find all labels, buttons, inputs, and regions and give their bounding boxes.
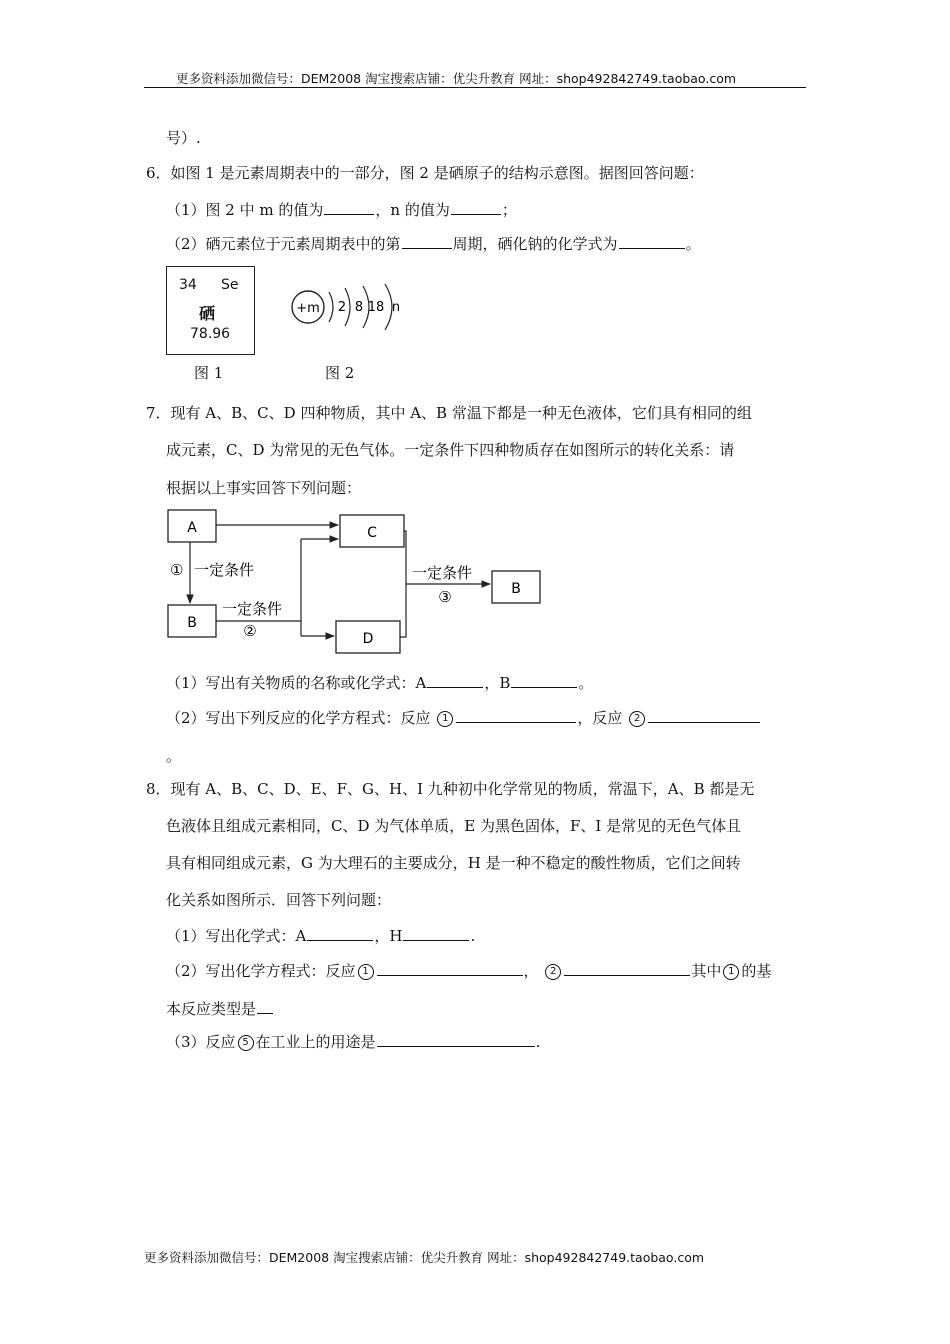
node-C-label: C — [367, 525, 377, 541]
q8-part1-text-a: （1）写出化学式：A — [166, 927, 307, 945]
cond1-number: ① — [170, 561, 184, 579]
q8-part2-text-c: 的基 — [741, 962, 772, 980]
q7-part1-text-a: （1）写出有关物质的名称或化学式：A — [166, 674, 427, 692]
q8-part3 — [166, 1031, 540, 1052]
q8-part2-text-b: 其中 — [691, 962, 722, 980]
q6-part1-text-c: ； — [501, 201, 517, 219]
atomic-number: 34 — [179, 277, 197, 293]
shell-arc-1 — [329, 292, 333, 322]
shell-electrons-1: 2 — [337, 300, 347, 315]
q8-use-blank[interactable] — [377, 1031, 535, 1047]
q8-part3-text-b: 在工业上的用途是 — [255, 1033, 376, 1051]
node-B-label: B — [187, 615, 197, 631]
q6-part2 — [166, 233, 701, 254]
q6-stem: 6．如图 1 是元素周期表中的一部分，图 2 是硒原子的结构示意图。据图回答问题： — [146, 164, 704, 182]
q6-part2-text-c: 。 — [685, 235, 701, 253]
q8-part1-text-b: ，H — [374, 927, 403, 945]
q8-part2-line2-text: 本反应类型是 — [166, 1000, 257, 1018]
q6-part2-text-a: （2）硒元素位于元素周期表中的第 — [166, 235, 401, 253]
q7-part2-text-a: （2）写出下列反应的化学方程式：反应 — [166, 709, 431, 727]
element-symbol: Se — [221, 277, 239, 293]
q8-part2-comma: ， — [523, 962, 539, 980]
q6-part1-text-a: （1）图 2 中 m 的值为 — [166, 201, 324, 219]
q6-formula-blank[interactable] — [619, 233, 685, 249]
q6-period-blank[interactable] — [402, 233, 452, 249]
q7-B-blank[interactable] — [511, 672, 577, 688]
page-footer: 更多资料添加微信号：DEM2008 淘宝搜索店铺：优尖升教育 网址：shop492842749.taobao.com — [144, 1250, 705, 1265]
q6-part1-text-b: ，n 的值为 — [375, 201, 450, 219]
q8-reaction5-marker: 5 — [238, 1035, 254, 1051]
q8-eq2-blank[interactable] — [564, 960, 690, 976]
q7-part2-text-b: ，反应 — [577, 709, 623, 727]
q7-stem-line2: 成元素，C、D 为常见的无色气体。一定条件下四种物质存在如图所示的转化关系：请 — [166, 441, 735, 459]
q8-stem-line3: 具有相同组成元素，G 为大理石的主要成分，H 是一种不稳定的酸性物质，它们之间转 — [166, 854, 741, 872]
node-A-label: A — [187, 520, 197, 536]
q8-part2-text-a: （2）写出化学方程式：反应 — [166, 962, 356, 980]
q7-stem-line1: 7．现有 A、B、C、D 四种物质，其中 A、B 常温下都是一种无色液体，它们具有相同的组 — [146, 404, 752, 422]
q8-part1 — [166, 925, 475, 946]
continuation-text: 号）. — [166, 129, 201, 147]
cond2-number: ② — [243, 622, 257, 640]
q8-type-blank[interactable] — [257, 998, 273, 1014]
cond1-text: 一定条件 — [194, 561, 255, 579]
q7-reaction2-marker: 2 — [629, 711, 645, 727]
q7-eq2-blank[interactable] — [648, 707, 760, 723]
q8-stem-line1: 8．现有 A、B、C、D、E、F、G、H、I 九种初中化学常见的物质，常温下，A、B 都是无 — [146, 780, 755, 798]
q7-A-blank[interactable] — [427, 672, 483, 688]
q7-stem-line3: 根据以上事实回答下列问题： — [166, 479, 362, 497]
q8-A-blank[interactable] — [307, 925, 373, 941]
q7-part1 — [166, 672, 593, 693]
element-cell — [166, 266, 255, 355]
q8-H-blank[interactable] — [403, 925, 469, 941]
q8-stem-line4: 化关系如图所示．回答下列问题： — [166, 891, 392, 909]
q8-reaction2-marker: 2 — [545, 964, 561, 980]
nucleus-charge: +m — [296, 301, 320, 316]
q6-part1 — [166, 199, 517, 220]
shell-electrons-2: 8 — [354, 300, 364, 315]
q7-part2-end: 。 — [166, 747, 182, 765]
q6-n-blank[interactable] — [451, 199, 501, 215]
q8-part1-text-c: . — [470, 927, 476, 945]
q8-part2 — [166, 960, 771, 981]
q8-part2-line2 — [166, 998, 274, 1019]
q7-conversion-diagram — [160, 505, 550, 655]
shell-electrons-4: n — [391, 300, 401, 315]
cond3-number: ③ — [438, 588, 452, 606]
node-B2-label: B — [511, 581, 521, 597]
q6-part2-text-b: 周期，硒化钠的化学式为 — [452, 235, 618, 253]
q8-part3-text-a: （3）反应 — [166, 1033, 236, 1051]
q8-reaction1-marker: 1 — [358, 964, 374, 980]
atomic-mass: 78.96 — [190, 326, 231, 342]
q7-part1-text-b: ，B — [484, 674, 511, 692]
q8-eq1-blank[interactable] — [377, 960, 523, 976]
cond2-text: 一定条件 — [222, 600, 283, 618]
q7-reaction1-marker: 1 — [437, 711, 453, 727]
q8-stem-line2: 色液体且组成元素相同，C、D 为气体单质，E 为黑色固体，F、I 是常见的无色气体且 — [166, 817, 742, 835]
node-D-label: D — [362, 631, 374, 647]
q7-part1-text-c: 。 — [578, 674, 594, 692]
fig2-caption: 图 2 — [325, 364, 355, 382]
page-header: 更多资料添加微信号：DEM2008 淘宝搜索店铺：优尖升教育 网址：shop492842749.taobao.com — [176, 71, 737, 86]
q7-eq1-blank[interactable] — [456, 707, 576, 723]
q7-part2 — [166, 707, 761, 728]
fig1-caption: 图 1 — [194, 364, 224, 382]
atom-structure-diagram — [285, 278, 415, 344]
q6-m-blank[interactable] — [324, 199, 374, 215]
q8-part3-text-c: . — [535, 1033, 541, 1051]
shell-electrons-3: 18 — [367, 300, 385, 315]
cond3-text: 一定条件 — [412, 564, 473, 582]
element-name: 硒 — [199, 304, 216, 323]
q8-reaction1-ref-marker: 1 — [723, 964, 739, 980]
header-rule — [144, 87, 806, 88]
